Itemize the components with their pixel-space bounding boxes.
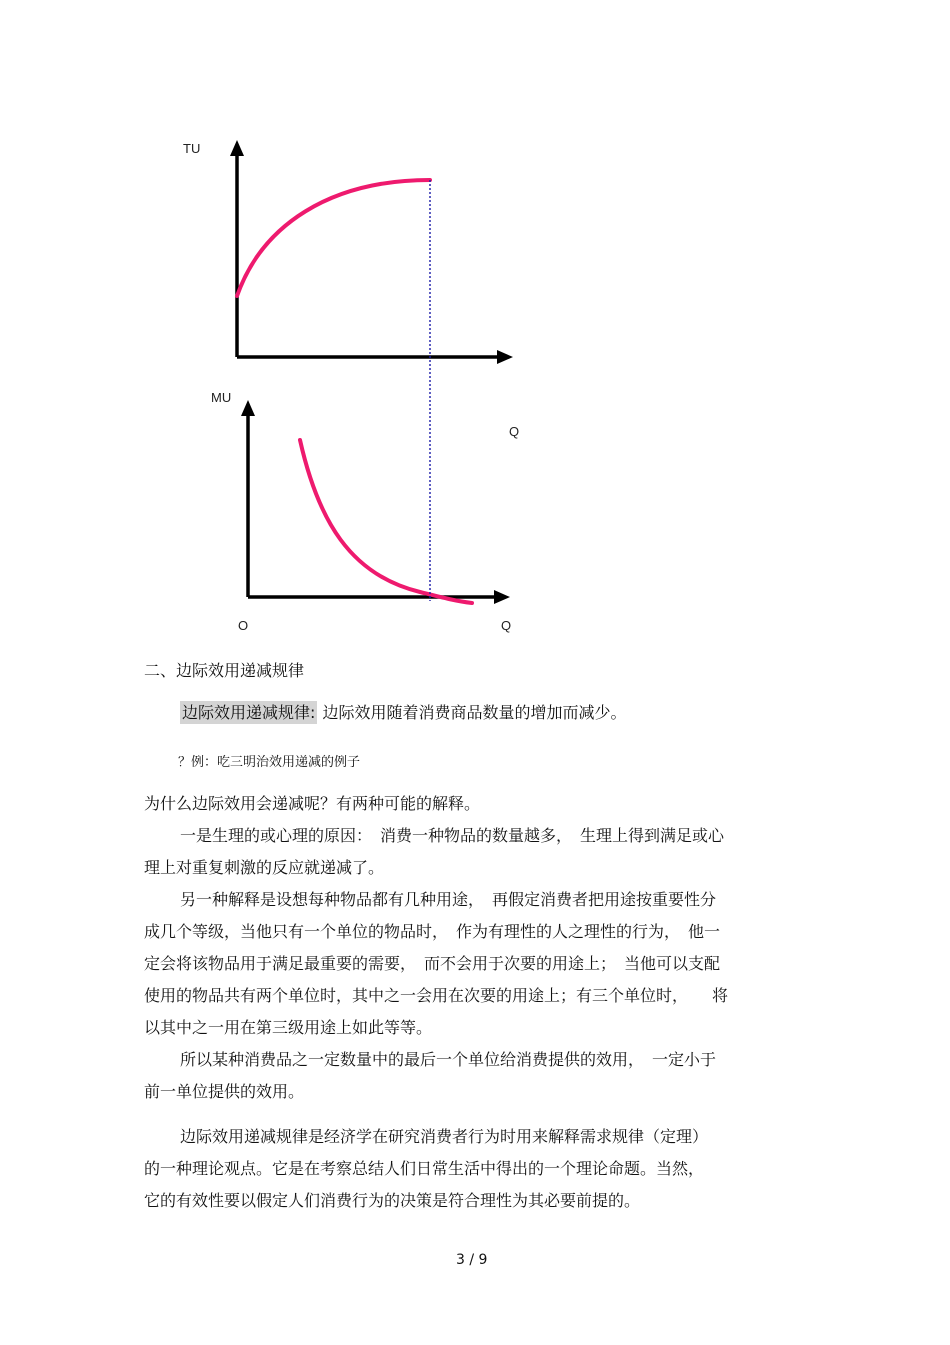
section-heading: 二、边际效用递减规律 — [144, 661, 305, 680]
mu-x-arrow — [494, 590, 510, 604]
mu-curve — [300, 440, 472, 603]
para3-line2: 前一单位提供的效用。 — [144, 1082, 305, 1101]
page-number: 3 / 9 — [456, 1252, 488, 1268]
para1-line1: 一是生理的或心理的原因： 消费一种物品的数量越多， 生理上得到满足或心 — [180, 826, 725, 845]
tu-y-arrow — [230, 140, 244, 156]
para2-line3: 定会将该物品用于满足最重要的需要， 而不会用于次要的用途上； 当他可以支配 — [144, 954, 721, 973]
q-axis-label-bottom: Q — [501, 618, 512, 633]
para1-line2: 理上对重复刺激的反应就递减了。 — [144, 858, 385, 877]
tu-curve — [237, 180, 430, 296]
q-axis-label-top: Q — [509, 424, 520, 439]
definition-term: 边际效用递减规律: — [182, 703, 316, 722]
para4-line3: 它的有效性要以假定人们消费行为的决策是符合理性为其必要前提的。 — [144, 1191, 641, 1210]
para2-line1: 另一种解释是设想每种物品都有几种用途， 再假定消费者把用途按重要性分 — [180, 890, 717, 909]
mu-y-arrow — [241, 400, 255, 416]
para2-line5: 以其中之一用在第三级用途上如此等等。 — [144, 1018, 433, 1037]
para2-line2: 成几个等级，当他只有一个单位的物品时， 作为有理性的人之理性的行为， 他一 — [144, 922, 721, 941]
para4-line1: 边际效用递减规律是经济学在研究消费者行为时用来解释需求规律（定理） — [180, 1127, 709, 1146]
example-note: ？例：吃三明治效用递减的例子 — [178, 755, 361, 770]
para3-line1: 所以某种消费品之一定数量中的最后一个单位给消费提供的效用， 一定小于 — [180, 1050, 717, 1069]
definition-line — [180, 697, 627, 729]
para2-line4: 使用的物品共有两个单位时，其中之一会用在次要的用途上；有三个单位时， 将 — [144, 986, 729, 1005]
tu-x-arrow — [497, 350, 513, 364]
para4-line2: 的一种理论观点。它是在考察总结人们日常生活中得出的一个理论命题。当然， — [144, 1159, 705, 1178]
tu-axis-label: TU — [183, 141, 201, 156]
definition-text: 边际效用随着消费商品数量的增加而减少。 — [317, 703, 627, 722]
question-line: 为什么边际效用会递减呢？有两种可能的解释。 — [144, 794, 481, 813]
origin-label: O — [238, 618, 249, 633]
mu-axis-label: MU — [211, 390, 232, 405]
utility-curves-svg — [0, 0, 950, 660]
